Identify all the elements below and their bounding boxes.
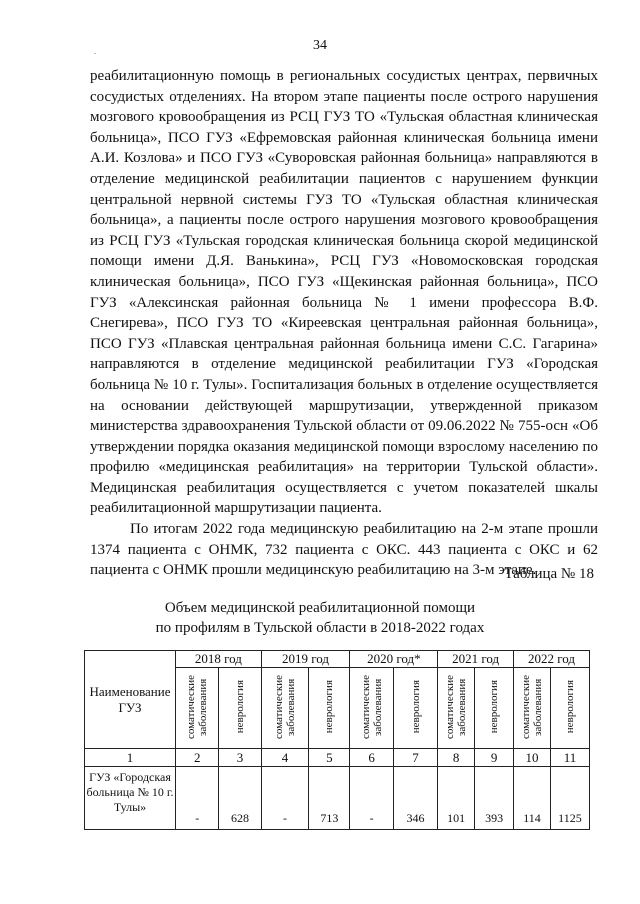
value-cell: - <box>176 767 219 830</box>
value-cell: 346 <box>393 767 437 830</box>
table-row <box>85 767 590 830</box>
value-cell: 1125 <box>550 767 589 830</box>
value-cell: 628 <box>219 767 261 830</box>
column-number: 8 <box>438 749 475 767</box>
column-number: 6 <box>350 749 393 767</box>
subheader-somatic: соматические заболевания <box>514 668 551 749</box>
year-header-2020: 2020 год* <box>350 651 438 668</box>
corner-mark: . <box>94 46 97 56</box>
subheader-somatic: соматические заболевания <box>176 668 219 749</box>
subheader-neurology: неврология <box>475 668 514 749</box>
body-text <box>90 66 598 581</box>
column-number: 7 <box>393 749 437 767</box>
year-header-2021: 2021 год <box>438 651 514 668</box>
value-cell: 114 <box>514 767 551 830</box>
subheader-neurology: неврология <box>309 668 350 749</box>
subheader-neurology: неврология <box>393 668 437 749</box>
paragraph-2: По итогам 2022 года медицинскую реабилитацию на 2-м этапе прошли 1374 пациента с ОНМК, 732 пациента с ОКС. 443 пациента с ОКС и 62 пациента с ОНМК прошли медицинскую реабилитацию на 3-м этапе. <box>90 521 598 579</box>
table-caption-line-1: Объем медицинской реабилитационной помощи <box>164 600 476 616</box>
column-number: 11 <box>550 749 589 767</box>
value-cell: - <box>261 767 309 830</box>
table-caption <box>0 598 640 638</box>
subheader-neurology: неврология <box>219 668 261 749</box>
subheader-somatic: соматические заболевания <box>438 668 475 749</box>
hospital-name-cell: ГУЗ «Городская больница № 10 г. Тулы» <box>85 767 176 830</box>
column-number: 3 <box>219 749 261 767</box>
value-cell: 713 <box>309 767 350 830</box>
column-number-row <box>85 749 590 767</box>
value-cell: 393 <box>475 767 514 830</box>
year-header-2018: 2018 год <box>176 651 262 668</box>
column-number: 2 <box>176 749 219 767</box>
subheader-neurology: неврология <box>550 668 589 749</box>
column-number: 5 <box>309 749 350 767</box>
year-header-2022: 2022 год <box>514 651 590 668</box>
table-caption-line-2: по профилям в Тульской области в 2018-2022 годах <box>155 620 485 636</box>
table-number: Таблица № 18 <box>504 566 594 582</box>
column-number: 9 <box>475 749 514 767</box>
column-number: 4 <box>261 749 309 767</box>
rehab-volume-table <box>84 650 590 830</box>
name-column-header: Наименование ГУЗ <box>85 651 176 749</box>
year-header-2019: 2019 год <box>261 651 350 668</box>
subheader-somatic: соматические заболевания <box>350 668 393 749</box>
subheader-somatic: соматические заболевания <box>261 668 309 749</box>
paragraph-1: реабилитационную помощь в региональных сосудистых центрах, первичных сосудистых отделениях. На втором этапе пациенты после острого нарушения мозгового кровообращения из РСЦ ГУЗ ТО «Тульская областная клиническая больница», ПСО ГУЗ «Ефремовская районная клиническая больница имени А.И. Козлова» и ПСО ГУЗ «Суворовская районная больница» направляются в отделение медицинской реабилитации пациентов с нарушением функции центральной нервной системы ГУЗ ТО «Тульская областная клиническая больница», а пациенты после острого нарушения мозгового кровообращения из РСЦ ГУЗ «Тульская городская клиническая больница скорой медицинской помощи имени Д.Я. Ванькина», РСЦ ГУЗ «Новомосковская городская клиническая больница», ПСО ГУЗ «Щекинская районная больница», ПСО ГУЗ «Алексинская районная больница № 1 имени профессора В.Ф. Снегирева», ПСО ГУЗ ТО «Киреевская центральная районная больница», ПСО ГУЗ «Плавская центральная районная больница имени С.С. Гагарина» направляются в отделение медицинской реабилитации ГУЗ «Городская больница № 10 г. Тулы». Госпитализация больных в отделение осуществляется на основании действующей маршрутизации, утвержденной приказом министерства здравоохранения Тульской области от 09.06.2022 № 755-осн «Об утверждении порядка оказания медицинской помощи взрослому населению по профилю «медицинская реабилитация» на территории Тульской области». Медицинская реабилитация осуществляется с учетом показателей шкалы реабилитационной маршрутизации пациента. <box>90 68 598 517</box>
value-cell: - <box>350 767 393 830</box>
column-number: 1 <box>85 749 176 767</box>
page-number: 34 <box>313 38 327 53</box>
value-cell: 101 <box>438 767 475 830</box>
column-number: 10 <box>514 749 551 767</box>
